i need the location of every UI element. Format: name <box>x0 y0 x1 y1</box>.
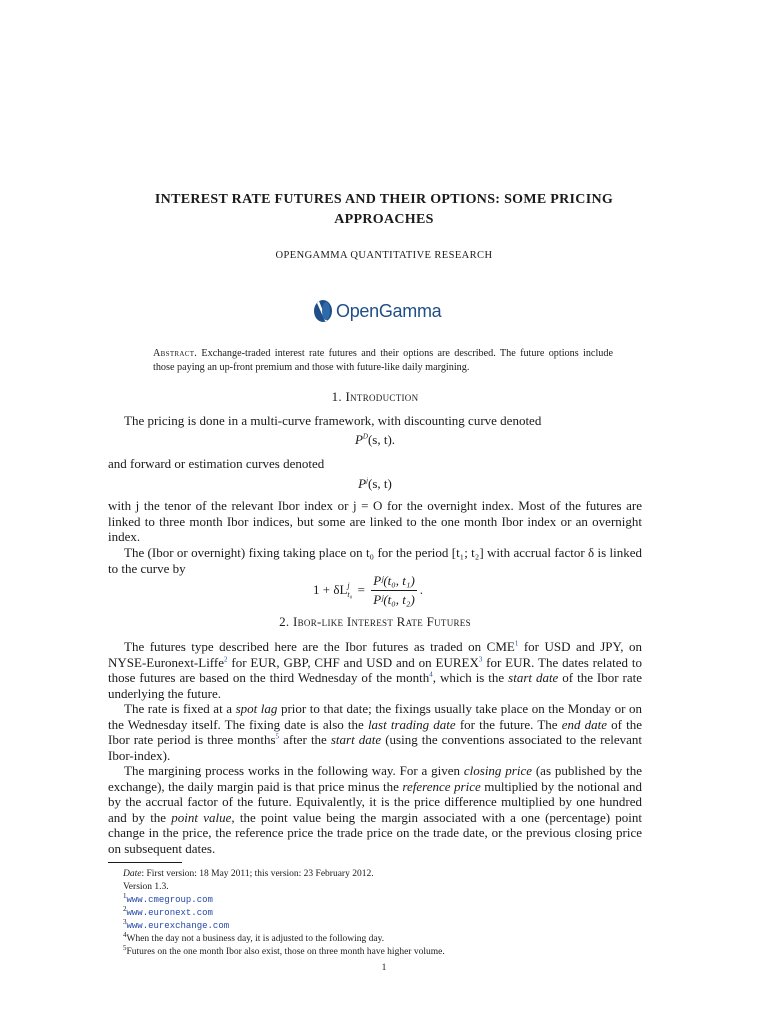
equation-forward-curve: $P^j(s$, t) <box>358 476 392 491</box>
page-number: 1 <box>381 963 387 973</box>
equation-discount-curve: $P^D(s$, t). <box>354 432 396 447</box>
paragraph: The (Ibor or overnight) fixing taking place on t₀ for the period [t₁; t₂] with accrual factor δ is linked to the curve by <box>108 545 642 576</box>
abstract-text: Exchange-traded interest rate futures and their options are described. The future options include those paying an up-front premium and those with future-like daily margining. <box>153 348 613 373</box>
link-cmegroup[interactable]: www.cmegroup.com <box>126 895 213 905</box>
link-eurexchange[interactable]: www.eurexchange.com <box>126 921 230 931</box>
paragraph: and forward or estimation curves denoted <box>108 456 325 471</box>
logo-text: OpenGamma <box>336 300 442 321</box>
paragraph: with j the tenor of the relevant Ibor index or j = O for the overnight index. Most of the futures are linked to three month Ibor indices, but some are linked to the one month Ibor index or an overnight index. <box>108 498 642 544</box>
equation-fixing: 1 + δL j t₀ = $\frac{\text{Pʲ(t₀, t₁)}}{\text{Pʲ(t₀, t₂)}}$ . <box>313 572 424 607</box>
paragraph: The futures type described here are the Ibor futures as traded on CME$^1$ for USD and JPY, on NYSE-Euronext-Liffe$^2$ for EUR, GBP, CHF and USD and on EUREX$^3$ for EUR. The dates related to those futures are based on the third Wednesday of the month$^4$, which is the start date of the Ibor rate underlying the future. <box>108 639 642 701</box>
fraction: $\frac{\text{Pʲ(t₀, t₁)}}{\text{Pʲ(t₀, t₂)}}$ <box>373 572 415 607</box>
footnote-5: $^5$Futures on the one month Ibor also exist, those on three month have higher volume. <box>123 943 445 957</box>
section-heading-ibor-futures: 2. Ibor-like Interest Rate Futures <box>279 614 471 629</box>
footnote-3: $^3$www.eurexchange.com <box>123 917 230 931</box>
abstract-label: Abstract. <box>153 348 198 359</box>
abstract <box>153 347 613 375</box>
author-line: OPENGAMMA QUANTITATIVE RESEARCH <box>275 250 493 261</box>
link-euronext[interactable]: www.euronext.com <box>126 908 213 918</box>
paragraph: The rate is fixed at a spot lag prior to that date; the fixings usually take place on the Monday or on the Wednesday itself. The fixing date is also the last trading date for the future. The end date of the Ibor rate period is three months$^5$ after the start date (using the conventions associated to the relevant Ibor-index). <box>108 701 642 763</box>
footnote-1: $^1$www.cmegroup.com <box>123 891 213 905</box>
footnote-2: $^2$www.euronext.com <box>123 904 213 918</box>
footnote-rule <box>108 862 182 863</box>
paragraph: The margining process works in the following way. For a given closing price (as published by the exchange), the daily margin paid is that price minus the reference price multiplied by the notional and by the accrual factor of the future. Equivalently, it is the price difference multiplied by one hundred and by the point value, the point value being the margin associated with a one (percentage) point change in the price, the reference price the trade price on the trade date, or the previous closing price on subsequent dates. <box>108 763 643 856</box>
footnote-date: Date: First version: 18 May 2011; this version: 23 February 2012. <box>123 869 374 879</box>
footnote-4: $^4$When the day not a business day, it is adjusted to the following day. <box>123 930 385 944</box>
opengamma-logo-icon <box>313 299 333 323</box>
paper-title: INTEREST RATE FUTURES AND THEIR OPTIONS: SOME PRICING APPROACHES <box>154 192 614 227</box>
section-heading-introduction: 1. Introduction <box>331 389 419 404</box>
footnote-version: Version 1.3. <box>123 882 169 892</box>
opengamma-logo <box>313 298 441 324</box>
footnotes <box>123 868 643 959</box>
paragraph: The pricing is done in a multi-curve framework, with discounting curve denoted <box>124 413 542 428</box>
